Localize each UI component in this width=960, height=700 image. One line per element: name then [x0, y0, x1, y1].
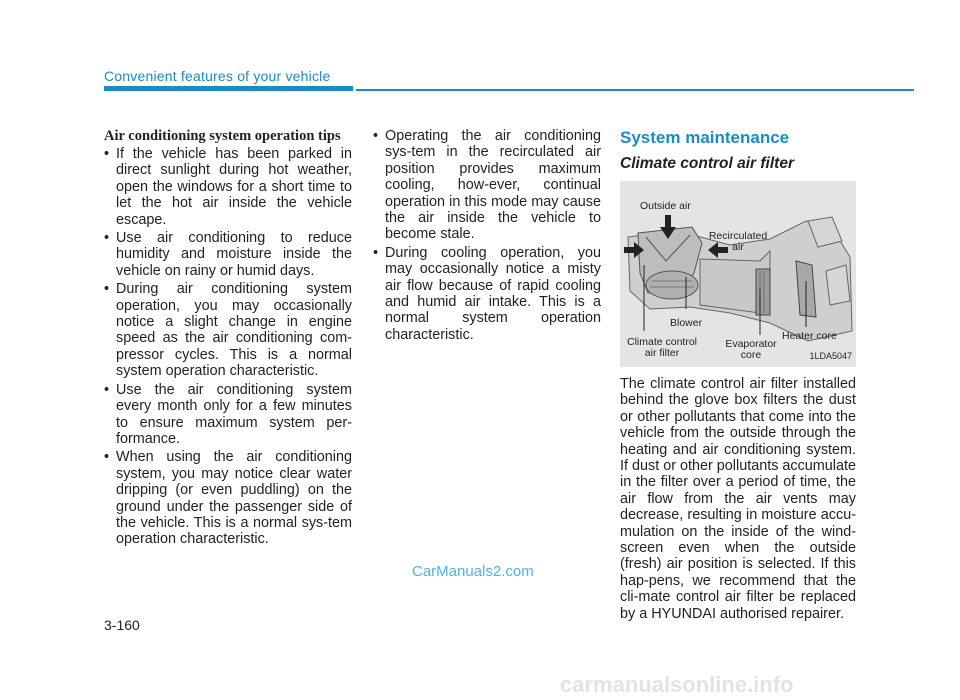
recirculated-air-label: Recirculated air — [708, 230, 768, 253]
figure-code: 1LDA5047 — [809, 350, 852, 361]
list-item: • When using the air conditioning system, you may notice clear water dripping (or even puddling) on the ground under the passenger side of the vehicle. This is a normal sys-tem operation characteristic. — [104, 449, 352, 547]
climate-filter-label: Climate control air filter — [626, 336, 698, 359]
list-item: • During cooling operation, you may occasionally notice a misty air flow because of rapid cooling and humid air intake. This is a normal system operation characteristic. — [373, 245, 601, 343]
climate-filter-subheading: Climate control air filter — [620, 155, 794, 172]
list-item: • Operating the air conditioning sys-tem in the recirculated air position provides maximum cooling, how-ever, continual operation in this mode may cause the air inside the vehicle to become stale. — [373, 128, 601, 243]
climate-filter-diagram — [620, 181, 856, 367]
section-title: Convenient features of your vehicle — [104, 68, 331, 84]
list-item: • Use air conditioning to reduce humidity and moisture inside the vehicle on rainy or humid days. — [104, 230, 352, 279]
system-maintenance-heading: System maintenance — [620, 128, 790, 147]
heater-core-label: Heater core — [782, 330, 837, 342]
site-watermark: carmanualsonline.info — [560, 672, 794, 697]
left-column — [104, 128, 352, 550]
header-rule-thin — [356, 89, 914, 91]
outside-air-label: Outside air — [640, 200, 691, 212]
middle-column — [373, 128, 601, 345]
climate-filter-body-text: The climate control air filter installed behind the glove box filters the dust or other pollutants that come into the vehicle from the outside through the heating and air conditioning system. If dust or other pollutants accumulate in the filter over a period of time, the air flow from the air vents may decrease, resulting in moisture accu-mulation on the inside of the wind-screen even when the outside (fresh) air position is selected. If this hap-pens, we recommend that the cli-mate control air filter be replaced by a HYUNDAI authorised repairer. — [620, 376, 856, 622]
list-item: • During air conditioning system operation, you may occasionally notice a slight change in engine speed as the air conditioning com-pressor cycles. This is a normal system operation characteristic. — [104, 281, 352, 379]
header-rule-thick — [104, 86, 353, 91]
evaporator-core-label: Evaporator core — [725, 338, 777, 361]
ac-tips-list — [104, 146, 352, 548]
carmanuals-watermark[interactable]: CarManuals2.com — [412, 563, 534, 580]
list-item: • If the vehicle has been parked in direct sunlight during hot weather, open the windows for a short time to let the hot air inside the vehicle escape. — [104, 146, 352, 228]
ac-tips-list-continued — [373, 128, 601, 343]
right-column — [620, 128, 856, 622]
list-item: • Use the air conditioning system every month only for a few minutes to ensure maximum system per-formance. — [104, 382, 352, 448]
blower-label: Blower — [670, 317, 703, 329]
page-number: 3-160 — [104, 617, 140, 633]
ac-tips-heading: Air conditioning system operation tips — [104, 128, 341, 144]
